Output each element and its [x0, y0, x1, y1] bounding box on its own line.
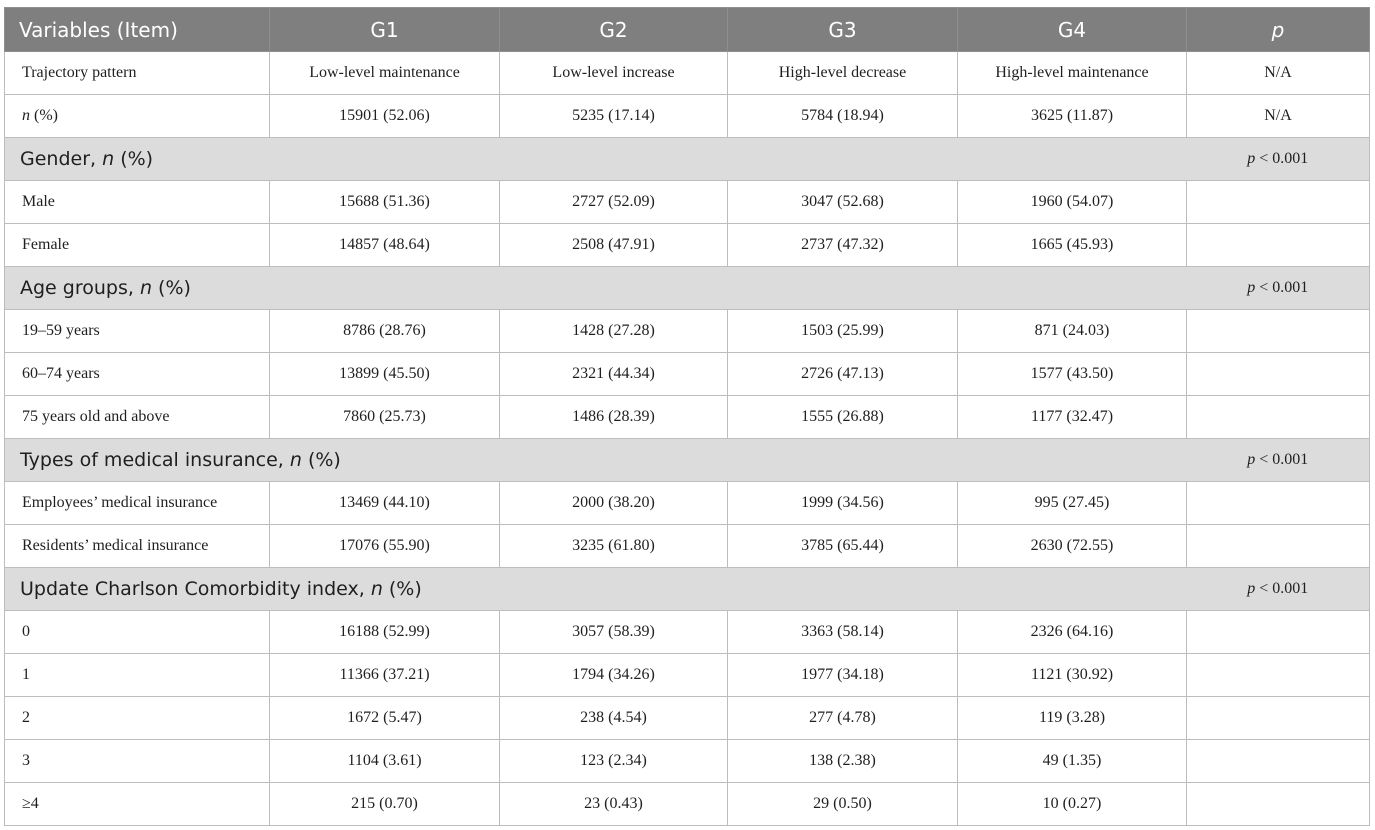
row-label: 60–74 years	[5, 353, 270, 396]
cell-g4: 49 (1.35)	[958, 740, 1187, 783]
section-p-value	[1187, 568, 1370, 611]
section-title-title: Age groups,	[20, 277, 140, 299]
table-row	[5, 310, 1370, 353]
table-row	[5, 482, 1370, 525]
header-p-label: p	[1271, 17, 1285, 42]
cell-g3: 1999 (34.56)	[728, 482, 958, 525]
table-row	[5, 654, 1370, 697]
section-p-p-rest: < 0.001	[1255, 150, 1309, 167]
section-title-title: Types of medical insurance,	[20, 449, 290, 471]
section-p-p-italic: p	[1247, 451, 1256, 468]
cell-p	[1187, 396, 1370, 439]
section-title	[5, 568, 1187, 611]
cell-p: N/A	[1187, 95, 1370, 138]
row-label	[5, 95, 270, 138]
cell-g3: 3047 (52.68)	[728, 181, 958, 224]
section-title-title-italic: n	[139, 277, 152, 299]
cell-g2: 1428 (27.28)	[500, 310, 728, 353]
cell-g2: 2000 (38.20)	[500, 482, 728, 525]
section-title-title-italic: n	[102, 148, 115, 170]
cell-g1: 8786 (28.76)	[270, 310, 500, 353]
section-title-title: Update Charlson Comorbidity index,	[20, 578, 371, 600]
cell-g1: 15688 (51.36)	[270, 181, 500, 224]
cell-g4: 871 (24.03)	[958, 310, 1187, 353]
section-p-p-italic: p	[1247, 279, 1256, 296]
cell-g1: Low-level maintenance	[270, 52, 500, 95]
cell-g1: 17076 (55.90)	[270, 525, 500, 568]
table-row	[5, 224, 1370, 267]
cell-g2: 2727 (52.09)	[500, 181, 728, 224]
cell-g3: 2726 (47.13)	[728, 353, 958, 396]
cell-g4: 2630 (72.55)	[958, 525, 1187, 568]
row-label-rest: (%)	[30, 107, 58, 124]
sections-body	[5, 138, 1370, 826]
header-g3: G3	[728, 8, 958, 52]
table-row	[5, 353, 1370, 396]
header-g1: G1	[270, 8, 500, 52]
cell-g4: High-level maintenance	[958, 52, 1187, 95]
cell-p	[1187, 783, 1370, 826]
row-label: Residents’ medical insurance	[5, 525, 270, 568]
comparison-table	[4, 7, 1370, 826]
section-title-title-rest: (%)	[301, 449, 341, 471]
cell-g4: 10 (0.27)	[958, 783, 1187, 826]
cell-g4: 1665 (45.93)	[958, 224, 1187, 267]
cell-p	[1187, 611, 1370, 654]
row-label: Trajectory pattern	[5, 52, 270, 95]
section-title-title: Gender,	[20, 148, 103, 170]
section-header-row	[5, 267, 1370, 310]
cell-p	[1187, 697, 1370, 740]
table-row	[5, 740, 1370, 783]
cell-g2: 3235 (61.80)	[500, 525, 728, 568]
cell-g2: 1794 (34.26)	[500, 654, 728, 697]
header-g2: G2	[500, 8, 728, 52]
section-title	[5, 439, 1187, 482]
section-p-p-rest: < 0.001	[1255, 451, 1309, 468]
row-label: Male	[5, 181, 270, 224]
cell-g3: 1555 (26.88)	[728, 396, 958, 439]
table-row	[5, 52, 1370, 95]
section-header-row	[5, 568, 1370, 611]
cell-p	[1187, 740, 1370, 783]
row-label: Employees’ medical insurance	[5, 482, 270, 525]
table-row	[5, 181, 1370, 224]
cell-g2: Low-level increase	[500, 52, 728, 95]
row-label: 3	[5, 740, 270, 783]
cell-g4: 1960 (54.07)	[958, 181, 1187, 224]
cell-g3: 3785 (65.44)	[728, 525, 958, 568]
section-p-p-rest: < 0.001	[1255, 580, 1309, 597]
section-header-row	[5, 439, 1370, 482]
cell-g2: 2321 (44.34)	[500, 353, 728, 396]
table-row	[5, 611, 1370, 654]
cell-g4: 2326 (64.16)	[958, 611, 1187, 654]
section-p-p-italic: p	[1247, 580, 1256, 597]
header-p	[1187, 8, 1370, 52]
row-label: 2	[5, 697, 270, 740]
cell-g3: 2737 (47.32)	[728, 224, 958, 267]
row-label: 19–59 years	[5, 310, 270, 353]
section-title-title-rest: (%)	[382, 578, 422, 600]
cell-g2: 238 (4.54)	[500, 697, 728, 740]
cell-p	[1187, 353, 1370, 396]
cell-g1: 1672 (5.47)	[270, 697, 500, 740]
cell-g3: 5784 (18.94)	[728, 95, 958, 138]
section-p-value	[1187, 138, 1370, 181]
section-p-p-rest: < 0.001	[1255, 279, 1309, 296]
row-label: 1	[5, 654, 270, 697]
cell-g4: 1577 (43.50)	[958, 353, 1187, 396]
table-row	[5, 396, 1370, 439]
cell-g1: 15901 (52.06)	[270, 95, 500, 138]
cell-g2: 2508 (47.91)	[500, 224, 728, 267]
cell-g2: 3057 (58.39)	[500, 611, 728, 654]
row-label: 0	[5, 611, 270, 654]
cell-p	[1187, 482, 1370, 525]
section-title	[5, 267, 1187, 310]
cell-g2: 5235 (17.14)	[500, 95, 728, 138]
row-label: ≥4	[5, 783, 270, 826]
row-label: Female	[5, 224, 270, 267]
cell-p	[1187, 310, 1370, 353]
cell-g2: 123 (2.34)	[500, 740, 728, 783]
cell-g1: 13469 (44.10)	[270, 482, 500, 525]
cell-g3: 1503 (25.99)	[728, 310, 958, 353]
cell-g4: 995 (27.45)	[958, 482, 1187, 525]
cell-g3: 29 (0.50)	[728, 783, 958, 826]
row-label-italic: n	[22, 107, 30, 124]
cell-g2: 1486 (28.39)	[500, 396, 728, 439]
cell-g3: 138 (2.38)	[728, 740, 958, 783]
cell-p	[1187, 525, 1370, 568]
table-row	[5, 697, 1370, 740]
cell-g4: 3625 (11.87)	[958, 95, 1187, 138]
cell-g1: 215 (0.70)	[270, 783, 500, 826]
table-row	[5, 95, 1370, 138]
cell-p	[1187, 654, 1370, 697]
cell-g3: 1977 (34.18)	[728, 654, 958, 697]
cell-g1: 1104 (3.61)	[270, 740, 500, 783]
cell-g1: 16188 (52.99)	[270, 611, 500, 654]
section-title	[5, 138, 1187, 181]
cell-g1: 11366 (37.21)	[270, 654, 500, 697]
table-row	[5, 525, 1370, 568]
cell-g4: 119 (3.28)	[958, 697, 1187, 740]
cell-g1: 13899 (45.50)	[270, 353, 500, 396]
cell-p	[1187, 224, 1370, 267]
section-title-title-italic: n	[370, 578, 383, 600]
table-row	[5, 783, 1370, 826]
cell-g2: 23 (0.43)	[500, 783, 728, 826]
section-header-row	[5, 138, 1370, 181]
section-title-title-rest: (%)	[114, 148, 154, 170]
cell-p: N/A	[1187, 52, 1370, 95]
cell-g4: 1121 (30.92)	[958, 654, 1187, 697]
header-variables: Variables (Item)	[5, 8, 270, 52]
cell-p	[1187, 181, 1370, 224]
cell-g3: 277 (4.78)	[728, 697, 958, 740]
section-title-title-rest: (%)	[152, 277, 191, 299]
section-p-p-italic: p	[1247, 150, 1256, 167]
header-g4: G4	[958, 8, 1187, 52]
row-label: 75 years old and above	[5, 396, 270, 439]
cell-g3: High-level decrease	[728, 52, 958, 95]
cell-g3: 3363 (58.14)	[728, 611, 958, 654]
header-row	[5, 8, 1370, 52]
section-p-value	[1187, 267, 1370, 310]
section-p-value	[1187, 439, 1370, 482]
cell-g4: 1177 (32.47)	[958, 396, 1187, 439]
section-title-title-italic: n	[289, 449, 302, 471]
cell-g1: 14857 (48.64)	[270, 224, 500, 267]
cell-g1: 7860 (25.73)	[270, 396, 500, 439]
